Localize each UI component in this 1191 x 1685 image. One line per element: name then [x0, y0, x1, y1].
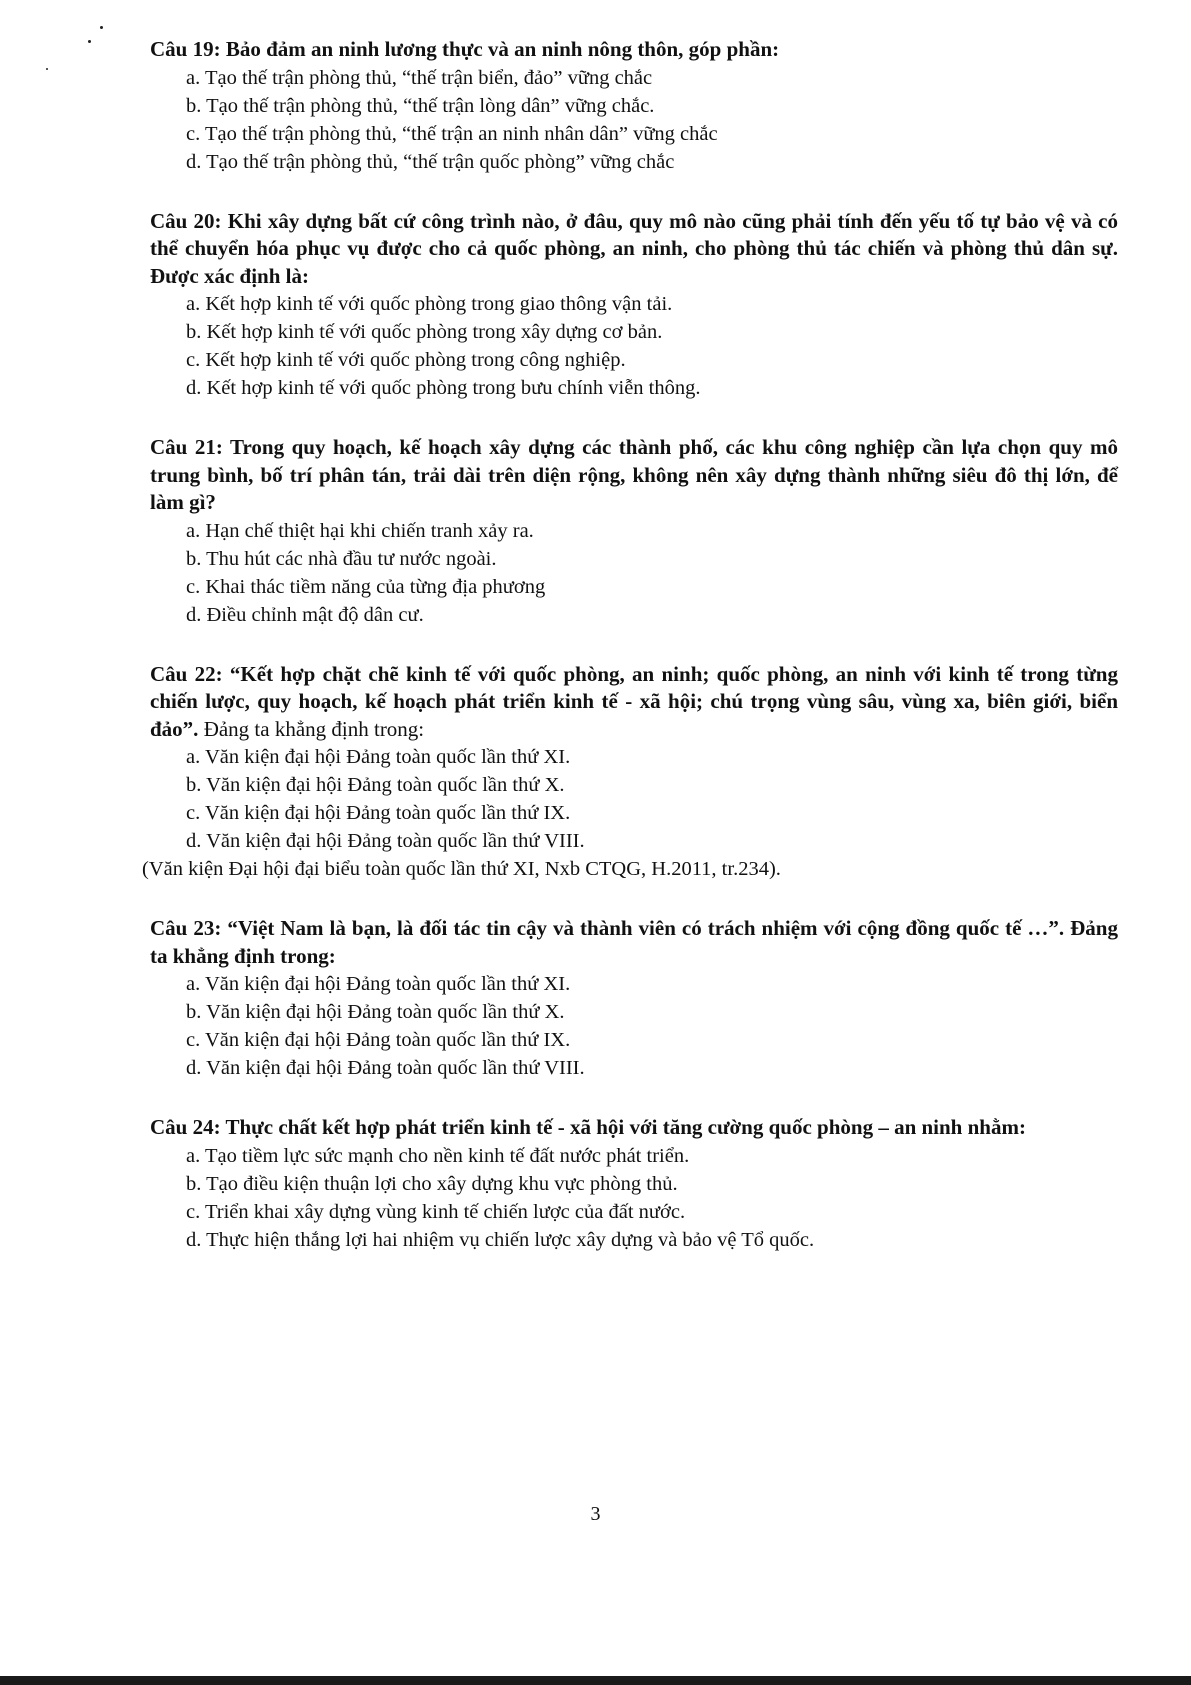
option-d: d. Điều chỉnh mật độ dân cư. — [186, 603, 424, 626]
page-number: 3 — [590, 1503, 601, 1525]
question-24-options — [150, 1142, 1118, 1254]
question-20-options — [150, 290, 1118, 402]
option-c: c. Văn kiện đại hội Đảng toàn quốc lần thứ IX. — [186, 802, 571, 824]
scan-speck — [88, 40, 91, 43]
option-c: c. Khai thác tiềm năng của từng địa phương — [186, 575, 546, 598]
question-19 — [150, 36, 1118, 176]
question-19-text: Câu 19: Bảo đảm an ninh lương thực và an ninh nông thôn, góp phần: — [150, 37, 780, 61]
question-23-options — [150, 970, 1118, 1082]
option-b: b. Văn kiện đại hội Đảng toàn quốc lần thứ X. — [186, 774, 565, 796]
question-21 — [150, 434, 1118, 629]
question-23-text: Câu 23: “Việt Nam là bạn, là đối tác tin cậy và thành viên có trách nhiệm với cộng đồng quốc tế …”. Đảng ta khẳng định trong: — [150, 916, 1118, 968]
option-b: b. Thu hút các nhà đầu tư nước ngoài. — [186, 547, 497, 570]
question-list — [142, 36, 1118, 1254]
question-24-text: Câu 24: Thực chất kết hợp phát triển kinh tế - xã hội với tăng cường quốc phòng – an ninh nhằm: — [150, 1115, 1026, 1139]
question-22-quote: Câu 22: “Kết hợp chặt chẽ kinh tế với quốc phòng, an ninh; quốc phòng, an ninh với kinh tế trong từng chiến lược, quy hoạch, kế hoạch phát triển kinh tế - xã hội; chú trọng vùng sâu, vùng xa, biên giới, biển đảo”. — [150, 661, 1118, 741]
question-20-text: Câu 20: Khi xây dựng bất cứ công trình nào, ở đâu, quy mô nào cũng phải tính đến yếu tố tự bảo vệ và có thể chuyển hóa phục vụ được cho cả quốc phòng, an ninh, cho phòng thủ tác chiến và phòng thủ dân sự. Được xác định là: — [150, 208, 1118, 288]
question-19-options — [150, 64, 1118, 176]
option-c: c. Triển khai xây dựng vùng kinh tế chiến lược của đất nước. — [186, 1200, 686, 1223]
question-20 — [150, 208, 1118, 403]
option-b: b. Tạo thế trận phòng thủ, “thế trận lòng dân” vững chắc. — [186, 94, 655, 117]
option-a: a. Tạo thế trận phòng thủ, “thế trận biển, đảo” vững chắc — [186, 66, 653, 89]
option-c: c. Kết hợp kinh tế với quốc phòng trong công nghiệp. — [186, 349, 626, 371]
question-22-prompt: Đảng ta khẳng định trong: — [198, 716, 425, 741]
option-d: d. Văn kiện đại hội Đảng toàn quốc lần thứ VIII. — [186, 1057, 585, 1079]
option-b: b. Kết hợp kinh tế với quốc phòng trong xây dựng cơ bản. — [186, 321, 663, 343]
scan-speck — [46, 68, 48, 70]
option-c: c. Tạo thế trận phòng thủ, “thế trận an ninh nhân dân” vững chắc — [186, 122, 718, 145]
question-22 — [142, 661, 1118, 884]
question-24 — [150, 1114, 1118, 1254]
question-22-text — [150, 661, 1118, 744]
question-21-options — [150, 517, 1118, 629]
option-a: a. Văn kiện đại hội Đảng toàn quốc lần thứ XI. — [186, 746, 571, 768]
option-d: d. Văn kiện đại hội Đảng toàn quốc lần thứ VIII. — [186, 830, 585, 852]
option-d: d. Kết hợp kinh tế với quốc phòng trong bưu chính viễn thông. — [186, 377, 701, 399]
option-a: a. Hạn chế thiệt hại khi chiến tranh xảy ra. — [186, 519, 534, 542]
question-23 — [150, 915, 1118, 1082]
question-22-options — [150, 743, 1118, 855]
scan-speck — [100, 26, 103, 29]
scan-border — [0, 1676, 1191, 1685]
question-21-text: Câu 21: Trong quy hoạch, kế hoạch xây dựng các thành phố, các khu công nghiệp cần lựa chọn quy mô trung bình, bố trí phân tán, trải dài trên diện rộng, không nên xây dựng thành những siêu đô thị lớn, để làm gì? — [150, 435, 1118, 514]
option-a: a. Kết hợp kinh tế với quốc phòng trong giao thông vận tải. — [186, 293, 673, 315]
option-d: d. Tạo thế trận phòng thủ, “thế trận quốc phòng” vững chắc — [186, 150, 675, 173]
question-22-source: (Văn kiện Đại hội đại biểu toàn quốc lần thứ XI, Nxb CTQG, H.2011, tr.234). — [142, 858, 781, 880]
option-a: a. Tạo tiềm lực sức mạnh cho nền kinh tế đất nước phát triển. — [186, 1144, 690, 1167]
option-d: d. Thực hiện thắng lợi hai nhiệm vụ chiến lược xây dựng và bảo vệ Tổ quốc. — [186, 1228, 815, 1251]
option-b: b. Văn kiện đại hội Đảng toàn quốc lần thứ X. — [186, 1001, 565, 1023]
option-b: b. Tạo điều kiện thuận lợi cho xây dựng khu vực phòng thủ. — [186, 1172, 678, 1195]
option-c: c. Văn kiện đại hội Đảng toàn quốc lần thứ IX. — [186, 1029, 571, 1051]
option-a: a. Văn kiện đại hội Đảng toàn quốc lần thứ XI. — [186, 973, 571, 995]
